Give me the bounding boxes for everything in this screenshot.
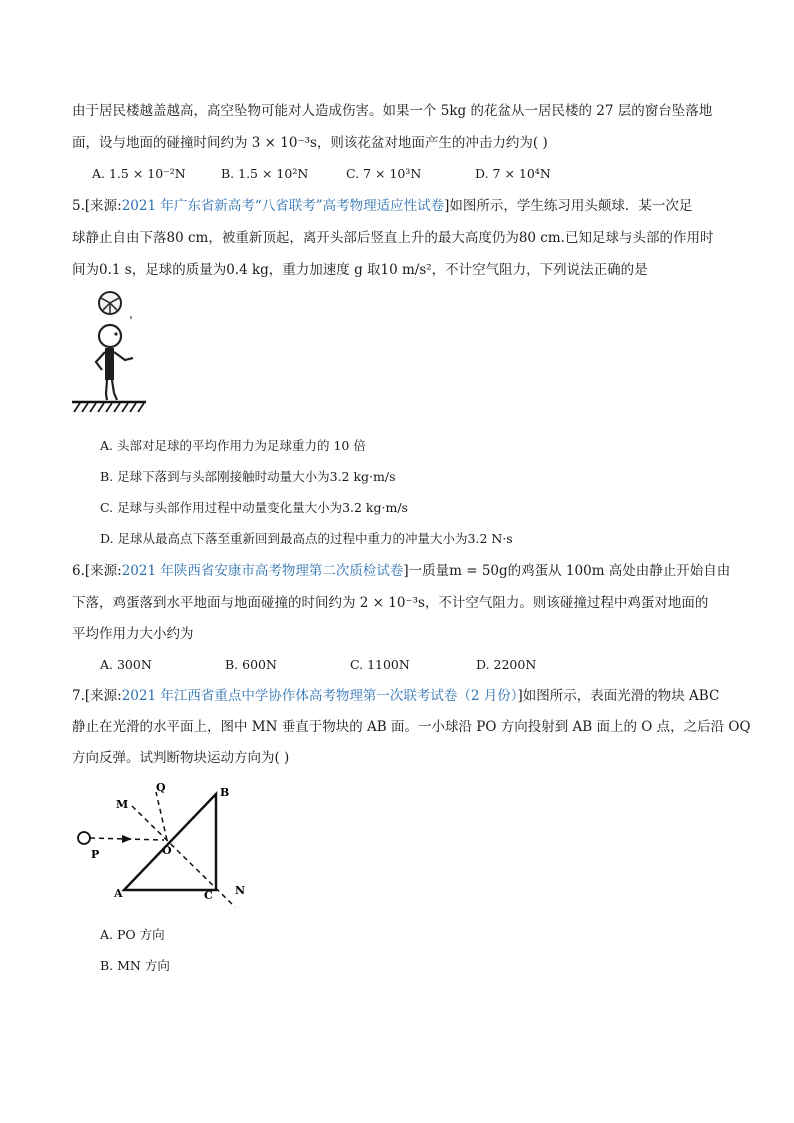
q7-option-b[interactable]: B. MN 方向 (100, 958, 170, 973)
q7-line1-rest: ]如图所示，表面光滑的物块 ABC (517, 688, 720, 704)
label-p: P (91, 848, 100, 861)
q4-option-d[interactable]: D. 7 × 10⁴N (475, 166, 551, 181)
reflected-ray-oq (156, 792, 167, 840)
label-q: Q (156, 781, 166, 794)
q5-line1-rest: ]如图所示，学生练习用头颠球．某一次足 (444, 198, 693, 214)
q5-figure-header-ball (70, 290, 150, 422)
label-o: O (162, 844, 172, 857)
q6-text-line-2: 下落，鸡蛋落到水平地面与地面碰撞的时间约为 2 × 10⁻³s，不计空气阻力。则该碰撞过程中鸡蛋对地面的 (72, 595, 709, 611)
q5-source: 2021 年广东省新高考“八省联考”高考物理适应性试卷 (121, 198, 445, 214)
q7-prefix: 7.[来源: (72, 688, 122, 704)
football-icon (99, 292, 121, 314)
q5-text-line-1 (72, 196, 692, 216)
q4-option-c[interactable]: C. 7 × 10³N (346, 166, 422, 181)
student-body (105, 348, 114, 380)
label-b: B (220, 786, 230, 799)
q7-source: 2021 年江西省重点中学协作体高考物理第一次联考试卷（2 月份） (121, 688, 518, 704)
label-a: A (114, 887, 123, 900)
q6-option-b[interactable]: B. 600N (225, 657, 277, 672)
normal-line-mn (132, 806, 235, 907)
q5-option-c[interactable]: C. 足球与头部作用过程中动量变化量大小为3.2 kg·m/s (100, 500, 408, 515)
ball-p (78, 832, 90, 844)
q6-option-c[interactable]: C. 1100N (350, 657, 410, 672)
arrow-icon (122, 835, 132, 843)
q5-text-line-2: 球静止自由下落80 cm，被重新顶起，离开头部后竖直上升的最大高度仍为80 cm.已知足球与头部的作用时 (72, 230, 714, 246)
student-head (99, 325, 121, 347)
q6-option-d[interactable]: D. 2200N (476, 657, 537, 672)
q5-option-b[interactable]: B. 足球下落到与头部刚接触时动量大小为3.2 kg·m/s (100, 469, 396, 484)
label-m: M (116, 798, 129, 811)
q4-option-b[interactable]: B. 1.5 × 10²N (221, 166, 309, 181)
q7-figure-wedge (70, 780, 260, 912)
q4-text-line-2: 面，设与地面的碰撞时间约为 3 × 10⁻³s，则该花盆对地面产生的冲击力约为( ) (72, 135, 548, 151)
q6-prefix: 6.[来源: (72, 563, 122, 579)
q4-text-line-1: 由于居民楼越盖越高，高空坠物可能对人造成伤害。如果一个 5kg 的花盆从一居民楼的 27 层的窗台坠落地 (72, 103, 713, 119)
label-c: C (204, 889, 213, 902)
wedge-block (124, 794, 216, 890)
q6-line1-rest: ]一质量m = 50g的鸡蛋从 100m 高处由静止开始自由 (403, 563, 731, 579)
q7-text-line-2: 静止在光滑的水平面上，图中 MN 垂直于物块的 AB 面。一小球沿 PO 方向投射到 AB 面上的 O 点，之后沿 OQ (72, 719, 751, 735)
q7-text-line-1 (72, 686, 719, 706)
label-n: N (235, 884, 246, 897)
q6-source: 2021 年陕西省安康市高考物理第二次质检试卷 (121, 563, 404, 579)
q5-prefix: 5.[来源: (72, 198, 122, 214)
q6-option-a[interactable]: A. 300N (100, 657, 152, 672)
q4-option-a[interactable]: A. 1.5 × 10⁻²N (92, 166, 186, 181)
q5-option-d[interactable]: D. 足球从最高点下落至重新回到最高点的过程中重力的冲量大小为3.2 N·s (100, 531, 513, 546)
q5-option-a[interactable]: A. 头部对足球的平均作用力为足球重力的 10 倍 (100, 438, 366, 453)
q5-text-line-3: 间为0.1 s，足球的质量为0.4 kg，重力加速度 g 取10 m/s²，不计空气阻力，下列说法正确的是 (72, 262, 648, 278)
q7-option-a[interactable]: A. PO 方向 (100, 927, 165, 942)
q6-text-line-3: 平均作用力大小约为 (72, 626, 194, 642)
q6-text-line-1 (72, 561, 730, 581)
q7-text-line-3: 方向反弹。试判断物块运动方向为( ) (72, 750, 290, 766)
